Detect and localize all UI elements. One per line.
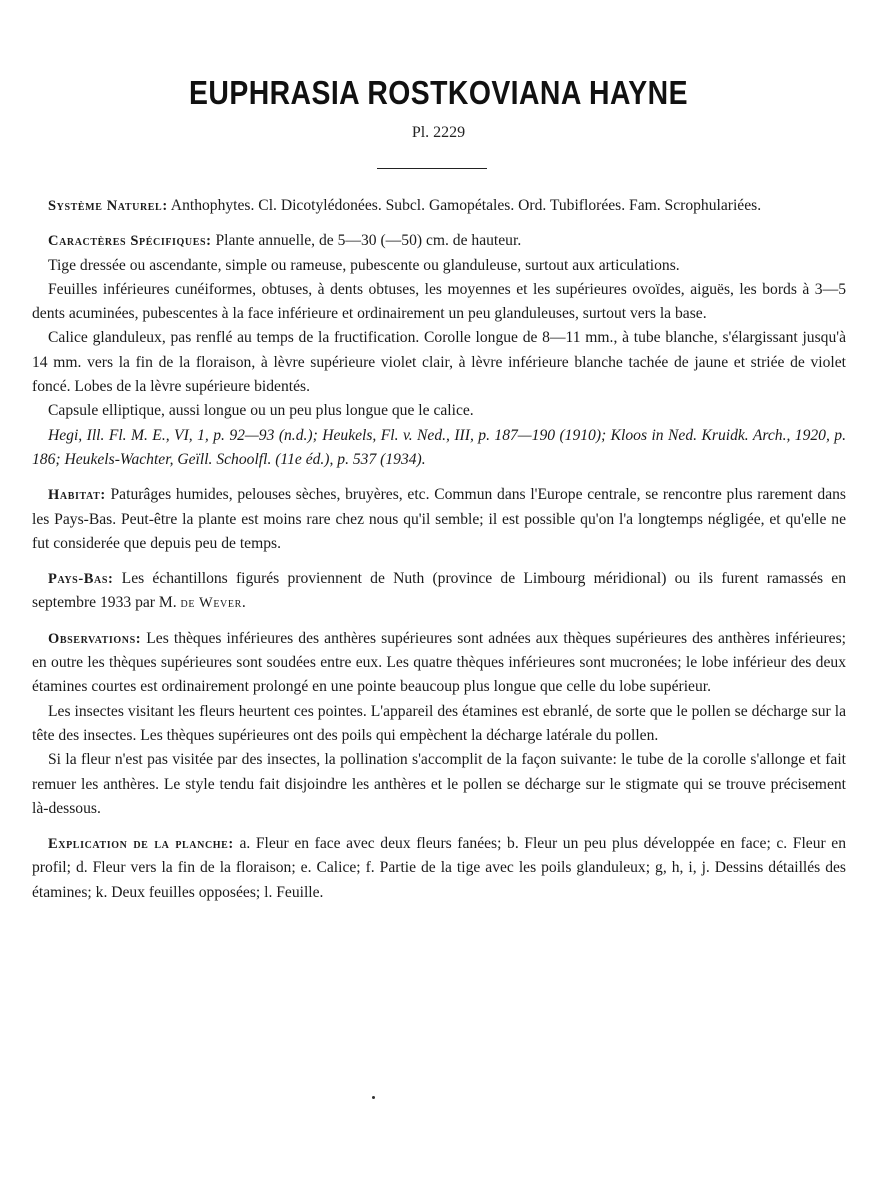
- section-label: Pays-Bas:: [48, 571, 114, 588]
- page-title: EUPHRASIA ROSTKOVIANA HAYNE: [189, 74, 688, 111]
- document-body: [32, 194, 846, 916]
- section-label: Système Naturel:: [48, 198, 168, 214]
- stray-mark: [372, 1096, 375, 1099]
- observations-pollination: Si la fleur n'est pas visitée par des insectes, la pollination s'accomplit de la façon suivante: le tube de la corolle s'allonge et fait remuer les anthères. Le style tendu fait disjoindre les anthères et le pollen se décharge sur le stigmate qui se trouve précisement là-dessous.: [32, 751, 846, 817]
- observations-paragraph: [32, 627, 846, 700]
- section-observations: [32, 627, 846, 821]
- section-label: Explication de la planche:: [48, 836, 234, 853]
- section-text-end: .: [241, 594, 246, 612]
- section-caracteres: [32, 229, 846, 472]
- caracteres-capsule: Capsule elliptique, aussi longue ou un peu plus longue que le calice.: [48, 402, 474, 420]
- section-habitat: [32, 483, 846, 556]
- plate-number: Pl. 2229: [411, 124, 466, 141]
- observations-insectes: Les insectes visitant les fleurs heurtent ces pointes. L'appareil des étamines est ebranlé, de sorte que le pollen se décharge sur la tête des insectes. Les thèques supérieures ont des poils qui empèchent la décharge latérale du pollen.: [32, 702, 846, 744]
- section-label: Caractères Spécifiques:: [48, 233, 212, 250]
- section-text: Les échantillons figurés proviennent de Nuth (province de Limbourg méridional) ou ils furent ramassés en septembre 1933 par M.: [32, 570, 846, 612]
- habitat-paragraph: [32, 483, 846, 556]
- section-text: Anthophytes. Cl. Dicotylédonées. Subcl. Gamopétales. Ord. Tubiflorées. Fam. Scrophulariées.: [167, 197, 762, 214]
- caracteres-paragraph: [32, 229, 846, 253]
- references: Hegi, Ill. Fl. M. E., VI, 1, p. 92—93 (n.d.); Heukels, Fl. v. Ned., III, p. 187—190 (1910); Kloos in Ned. Kruidk. Arch., 1920, p. 186; Heukels-Wachter, Geïll. Schoolfl. (11e éd.), p. 537 (1934).: [32, 426, 846, 468]
- caracteres-calice: Calice glanduleux, pas renflé au temps de la fructification. Corolle longue de 8—11 mm., à tube blanche, s'élargissant jusqu'à 14 mm. vers la fin de la floraison, à lèvre supérieure violet clair, à lèvre inférieure blanche tachée de jaune et striée de violet foncé. Lobes de la lèvre supérieure bidentés.: [32, 329, 846, 396]
- caracteres-tige: Tige dressée ou ascendante, simple ou rameuse, pubescente ou glanduleuse, surtout aux articulations.: [48, 256, 680, 274]
- section-label: Habitat:: [48, 487, 106, 504]
- section-text: a. Fleur en face avec deux fleurs fanées; b. Fleur un peu plus développée en face; c. Fleur en profil; d. Fleur vers la fin de la floraison; e. Calice; f. Partie de la tige avec les poils glanduleux; g, h, i, j. Dessins détaillés des étamines; k. Deux feuilles opposées; l. Feuille.: [32, 835, 846, 901]
- collector-name: de Wever: [180, 595, 242, 612]
- section-pays-bas: [32, 567, 846, 616]
- section-label: Observations:: [48, 630, 142, 647]
- section-text: Plante annuelle, de 5—30 (—50) cm. de hauteur.: [211, 232, 522, 250]
- paysbas-paragraph: [32, 567, 846, 616]
- explication-paragraph: [32, 832, 846, 905]
- systeme-paragraph: [32, 194, 846, 218]
- section-text: Les thèques inférieures des anthères supérieures sont adnées aux thèques supérieures des anthères inférieures; en outre les thèques supérieures sont soudées entre eux. Les quatre thèques inférieures sont mucronées; le lobe inférieur des deux étamines courtes est ordinairement prolongé en une pointe beaucoup plus longue que celle du lobe supérieur.: [32, 629, 846, 696]
- caracteres-feuilles: Feuilles inférieures cunéiformes, obtuses, à dents obtuses, les moyennes et les supérieures ovoïdes, aiguës, les bords à 3—5 dents acuminées, pubescentes à la face inférieure et ordinairement un peu glanduleuses, surtout vers la base.: [32, 280, 846, 323]
- section-systeme-naturel: [32, 194, 846, 218]
- section-text: Paturâges humides, pelouses sèches, bruyères, etc. Commun dans l'Europe centrale, se rencontre plus rarement dans les Pays-Bas. Peut-être la plante est moins rare chez nous qu'il semble; il est possible qu'on l'a longtemps négligée, et qu'elle ne fut considerée que depuis peu de temps.: [32, 486, 846, 552]
- section-explication: [32, 832, 846, 905]
- divider: [377, 168, 487, 169]
